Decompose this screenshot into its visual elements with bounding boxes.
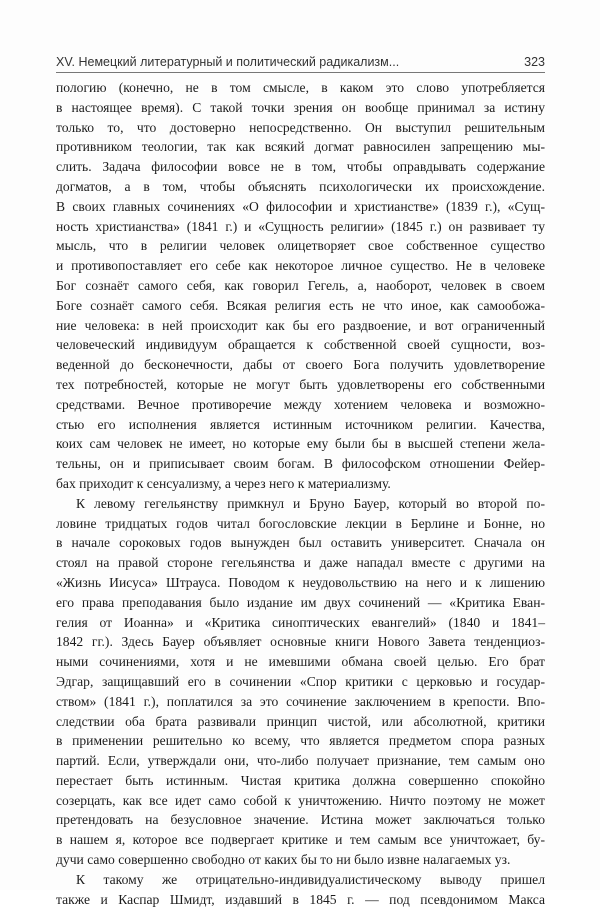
text-line: его права преподавания было издание им двух сочинений — «Критика Еван-	[56, 594, 545, 610]
text-line: тельны, он и приписывает своим богам. В философском отношении Фейер-	[56, 456, 545, 472]
text-line: ством» (1841 г.), поплатился за это сочинение заключением в крепости. Впо-	[56, 693, 545, 709]
text-line: в настоящее время). С такой точки зрения он вообще принимал за истину	[56, 99, 545, 115]
text-line: Боге сознаёт самого себя. Всякая религия есть не что иное, как самообожа-	[56, 297, 545, 313]
text-line: дучи само совершенно свободно от каких бы то ни было извне налагаемых уз.	[56, 852, 511, 868]
page-number: 323	[524, 55, 545, 69]
text-line: коих сам человек не имеет, но которые ему были бы в высшей степени жела-	[56, 436, 545, 452]
text-line: тех потребностей, которые не могут быть удовлетворены его собственными	[56, 376, 545, 392]
header-rule	[56, 72, 545, 73]
text-line: слить. Задача философии вовсе не в том, чтобы оправдывать содержание	[56, 159, 545, 175]
text-line: следствии оба брата развивали принцип чистой, или абсолютной, критики	[56, 713, 545, 729]
text-line: веденной до бесконечности, дабы от своего Бога получить удовлетворение	[56, 357, 545, 373]
text-line: и противопоставляет его себе как некоторое личное существо. Не в человеке	[56, 258, 545, 274]
text-line: партий. Если, утверждали они, что-либо получает признание, тем самым оно	[56, 753, 545, 769]
text-line: «Жизнь Иисуса» Штрауса. Поводом к неудовольствию на него и к лишению	[56, 574, 545, 590]
text-line: перестает быть истинным. Чистая критика должна совершенно спокойно	[56, 772, 545, 788]
text-line: Эдгар, защищавший его в сочинении «Спор критики с церковью и государ-	[56, 673, 545, 689]
running-title: XV. Немецкий литературный и политический радикализм...	[56, 55, 400, 69]
text-line: стью его исполнения является истинным источником религии. Качества,	[56, 416, 545, 432]
text-line: бах приходит к сенсуализму, а через него к материализму.	[56, 475, 391, 491]
text-line: пологию (конечно, не в том смысле, в каком это слово употребляется	[56, 80, 545, 95]
text-line: ние человека: в ней происходит как бы его раздвоение, и вот ограниченный	[56, 317, 545, 333]
text-line: в нашем я, которое все подвергает критике и тем самым все уничтожает, бу-	[56, 832, 545, 848]
text-line: в начале сороковых годов вынужден был оставить университет. Сначала он	[56, 535, 545, 551]
text-line: ловине тридцатых годов читал богословские лекции в Берлине и Бонне, но	[56, 515, 545, 531]
text-line: Бог сознаёт самого себя, как говорил Гегель, а, наоборот, человек в своем	[56, 277, 545, 293]
text-line: претендовать на безусловное значение. Истина может заключаться только	[56, 812, 545, 828]
text-line: К такому же отрицательно-индивидуалистическому выводу пришел	[76, 871, 545, 887]
text-line: в применении решительно ко всему, что является предметом спора разных	[56, 733, 545, 749]
text-line: гелия от Иоанна» и «Критика синоптических евангелий» (1840 и 1841–	[56, 614, 545, 630]
body-text	[56, 78, 545, 909]
text-line: ными сочинениями, хотя и не имевшими обмана своей целью. Его брат	[56, 654, 545, 670]
text-line: В своих главных сочинениях «О философии и христианстве» (1839 г.), «Сущ-	[56, 198, 545, 214]
text-line: ность христианства» (1841 г.) и «Сущность религии» (1845 г.) он развивает ту	[56, 218, 545, 234]
text-line: 1842 гг.). Здесь Бауер объявляет основные книги Нового Завета тенденциоз-	[56, 634, 545, 650]
text-line: противником теологии, так как всякий догмат равносилен запрещению мы-	[56, 139, 545, 155]
text-line: также и Каспар Шмидт, издавший в 1845 г. — под псевдонимом Макса	[56, 891, 545, 907]
text-line: человеческий индивидуум обращается к собственной своей сущности, воз-	[56, 337, 545, 353]
text-line: мысль, что в религии человек олицетворяет свое собственное существо	[56, 238, 545, 254]
text-line: средствами. Вечное противоречие между хотением человека и возможно-	[56, 396, 545, 412]
text-line: созерцать, как все идет само собой к уничтожению. Ничто поэтому не может	[56, 792, 545, 808]
text-line: догматов, а в том, чтобы объяснять психологически их происхождение.	[56, 178, 545, 194]
text-line: стоял на правой стороне гегельянства и даже нападал вместе с другими на	[56, 555, 545, 571]
text-line: К левому гегельянству примкнул и Бруно Бауер, который во второй по-	[76, 495, 545, 511]
text-line: только то, что достоверно непосредственно. Он выступил решительным	[56, 119, 545, 135]
